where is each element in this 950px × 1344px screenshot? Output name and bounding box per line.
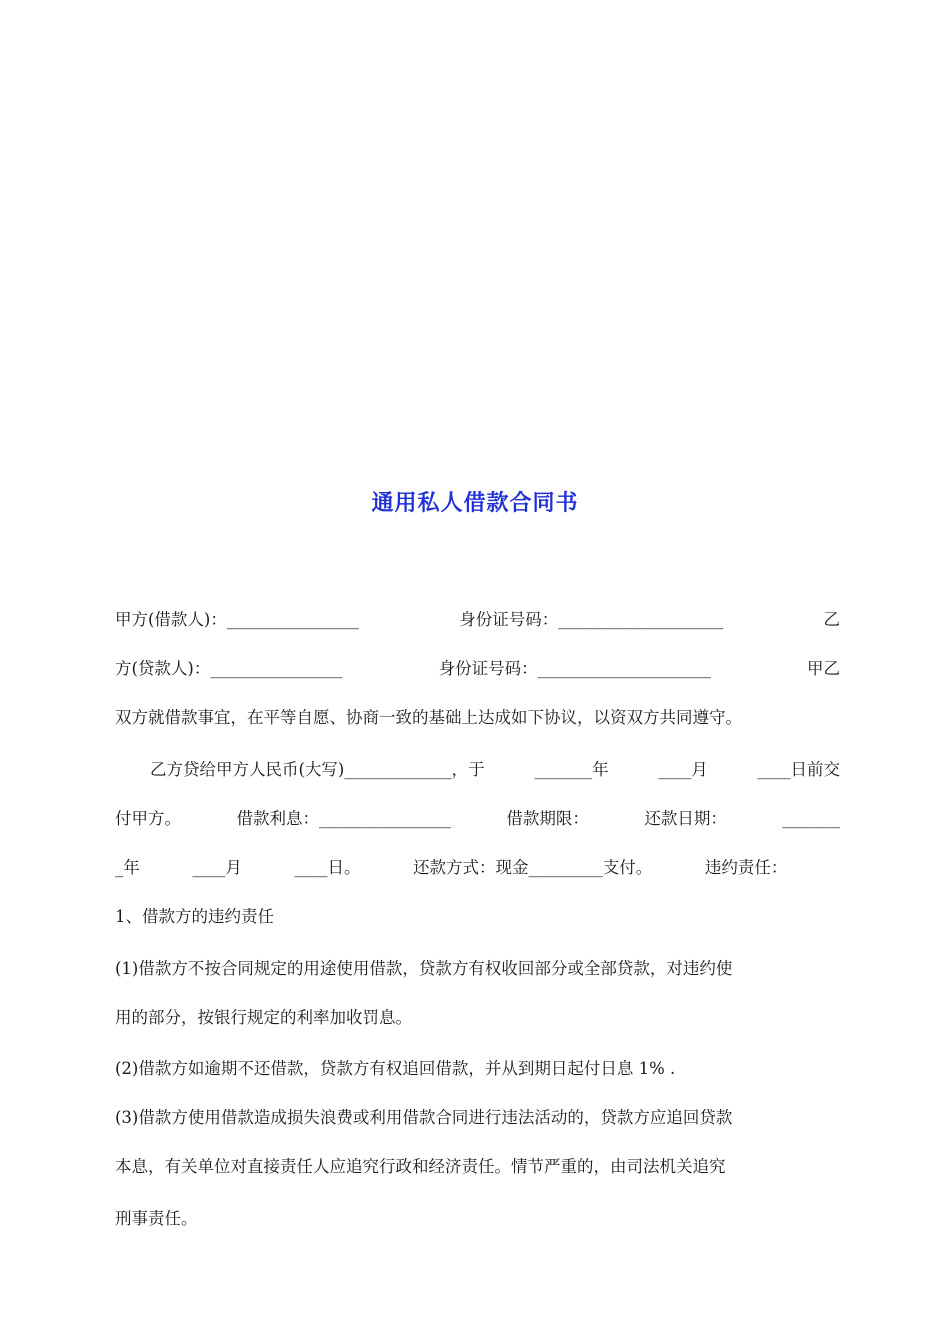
contract-line-2 [115, 657, 840, 681]
clause-1-line-2: 用的部分，按银行规定的利率加收罚息。 [115, 1008, 412, 1027]
delivery-year-field: _______年 [534, 760, 609, 779]
repayment-method-field: 还款方式：现金_________支付。 [413, 858, 653, 877]
section-heading-borrower-liability: 1、借款方的违约责任 [115, 907, 274, 926]
clause-1-line-1: (1)借款方不按合同规定的用途使用借款，贷款方有权收回部分或全部贷款，对违约使 [115, 959, 733, 978]
lender-id-field: 身份证号码：_____________________ [438, 659, 711, 678]
contract-line-3: 双方就借款事宜，在平等自愿、协商一致的基础上达成如下协议，以资双方共同遵守。 [115, 708, 742, 727]
repayment-year-field: _年 [115, 858, 140, 877]
clause-3-line-3: 刑事责任。 [115, 1209, 198, 1228]
repayment-year-blank: _______ [782, 809, 840, 828]
contract-line-1 [115, 608, 840, 632]
clause-3-line-2: 本息，有关单位对直接责任人应追究行政和经济责任。情节严重的，由司法机关追究 [115, 1157, 726, 1176]
contract-line-5 [115, 807, 840, 831]
contract-line-6 [115, 856, 840, 880]
interest-field: 借款利息：________________ [236, 809, 451, 828]
repayment-date-label: 还款日期： [644, 809, 727, 828]
loan-term-label: 借款期限： [506, 809, 589, 828]
delivery-text-end: 付甲方。 [115, 809, 181, 828]
loan-amount-field: 乙方贷给甲方人民币(大写)_____________，于 [150, 760, 485, 779]
delivery-month-field: ____月 [658, 760, 708, 779]
clause-3-line-1: (3)借款方使用借款造成损失浪费或利用借款合同进行违法活动的，贷款方应追回贷款 [115, 1108, 733, 1127]
borrower-id-field: 身份证号码：____________________ [459, 610, 724, 629]
document-title: 通用私人借款合同书 [371, 490, 579, 516]
repayment-day-field: ____日。 [294, 858, 361, 877]
lender-field: 方(贷款人)：________________ [115, 659, 343, 678]
liability-heading: 违约责任： [704, 858, 788, 877]
parties-label-start: 甲乙 [807, 659, 840, 678]
clause-2: (2)借款方如逾期不还借款，贷款方有权追回借款，并从到期日起付日息 1% . [115, 1059, 676, 1078]
lender-label-start: 乙 [823, 610, 840, 629]
contract-line-4 [150, 758, 840, 782]
repayment-month-field: ____月 [192, 858, 242, 877]
delivery-day-field: ____日前交 [757, 760, 840, 779]
borrower-field: 甲方(借款人)：________________ [115, 610, 359, 629]
